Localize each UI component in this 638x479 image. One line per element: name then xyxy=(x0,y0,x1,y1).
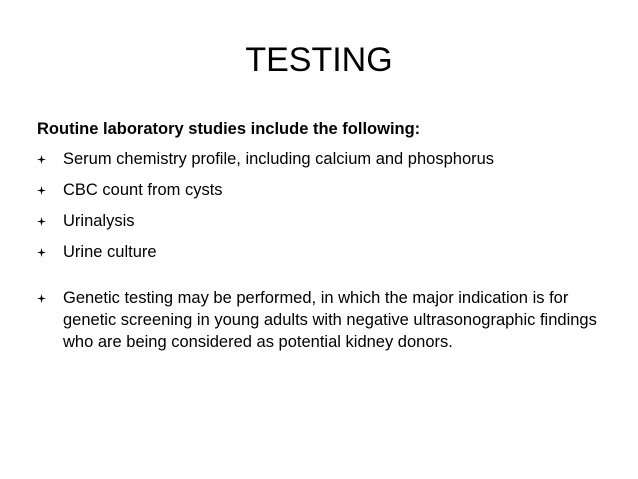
list-item xyxy=(37,179,597,201)
list-item-text: CBC count from cysts xyxy=(63,181,223,199)
list-item xyxy=(37,241,597,263)
diamond-bullet-icon xyxy=(37,294,46,303)
list-item xyxy=(37,148,597,170)
bullet-list xyxy=(37,148,597,362)
diamond-bullet-icon xyxy=(37,155,46,164)
list-item-text: Serum chemistry profile, including calcium and phosphorus xyxy=(63,150,495,168)
list-item-text: Genetic testing may be performed, in which the major indication is for genetic screening in young adults with negative ultrasonographic findings who are being considered as potential kidney donors. xyxy=(63,289,597,351)
diamond-bullet-icon xyxy=(37,186,46,195)
list-item xyxy=(37,210,597,232)
slide-title: TESTING xyxy=(245,41,393,79)
intro-text: Routine laboratory studies include the following: xyxy=(37,120,421,138)
list-item-text: Urinalysis xyxy=(63,212,135,230)
diamond-bullet-icon xyxy=(37,248,46,257)
diamond-bullet-icon xyxy=(37,217,46,226)
list-item xyxy=(37,287,597,353)
list-item-text: Urine culture xyxy=(63,243,157,261)
